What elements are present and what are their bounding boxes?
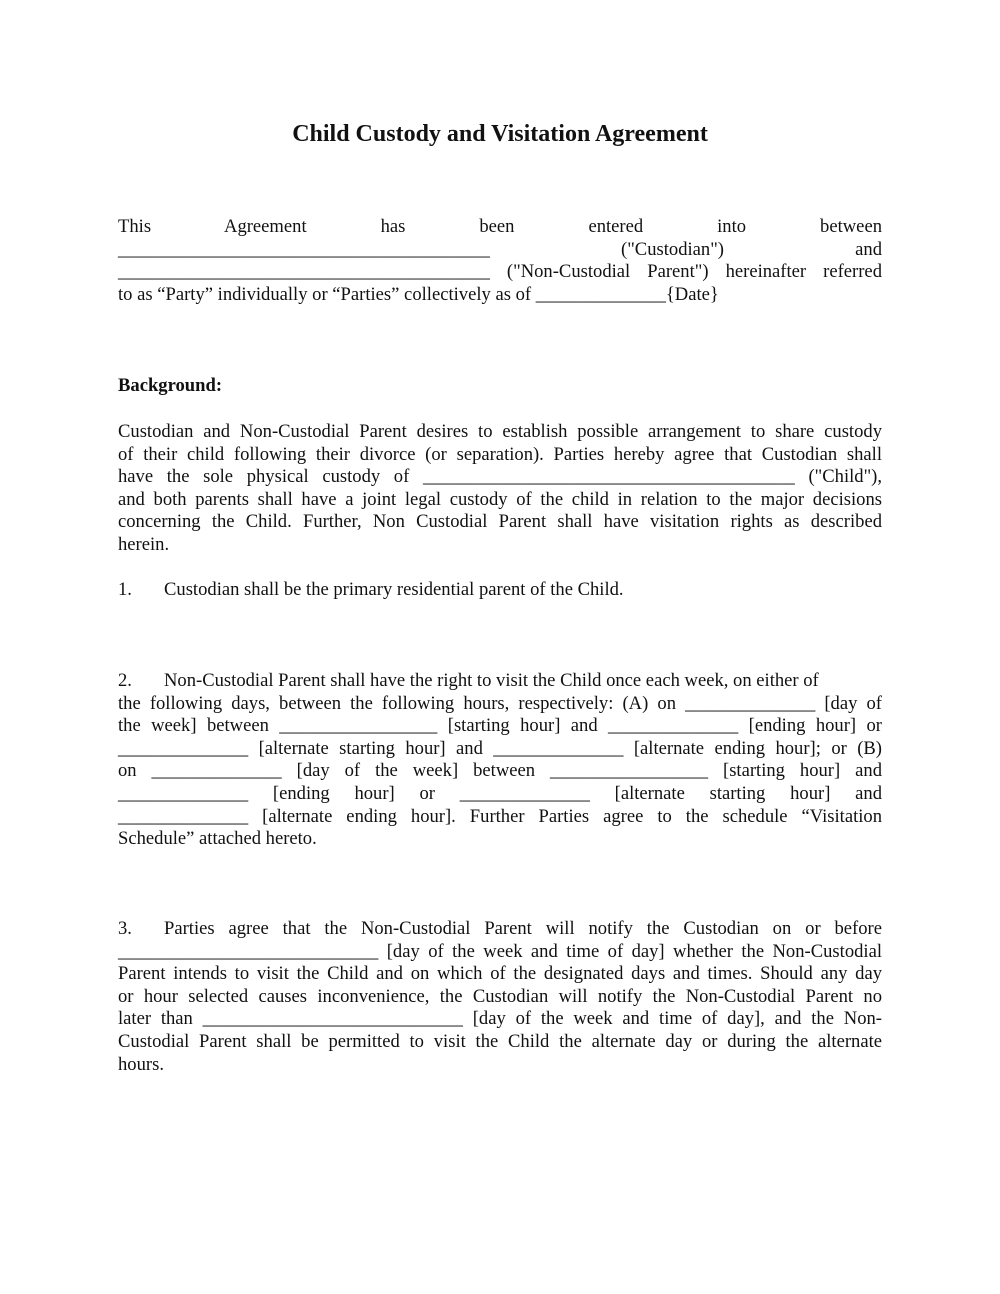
clause-2-line: ______________ [alternate ending hour]. Further Parties agree to the schedule “Visitation — [118, 805, 882, 827]
clause-3-first-line — [118, 918, 882, 941]
background-line: Custodian and Non-Custodial Parent desires to establish possible arrangement to share custody — [118, 421, 882, 442]
intro-line: to as “Party” individually or “Parties” collectively as of ______________{Date} — [118, 283, 719, 305]
background-heading: Background: — [118, 375, 223, 396]
clause-3-line: Parent intends to visit the Child and on which of the designated days and times. Should any day — [118, 963, 882, 985]
intro-line: ________________________________________ ("Non-Custodial Parent") hereinafter referred — [118, 261, 882, 283]
clause-2-line: the following days, between the following hours, respectively: (A) on ______________ [day of — [118, 692, 882, 714]
clause-2-first-line — [118, 670, 882, 693]
background-line: and both parents shall have a joint legal custody of the child in relation to the major decisions — [118, 488, 882, 510]
intro-line: ________________________________________ ("Custodian") and — [118, 238, 882, 260]
clause-2-line: the week] between _________________ [starting hour] and ______________ [ending hour] or — [118, 715, 882, 737]
clause-3-line: Custodial Parent shall be permitted to visit the Child the alternate day or during the alternate — [118, 1030, 882, 1052]
clause-1 — [118, 579, 882, 602]
background-line: concerning the Child. Further, Non Custodial Parent shall have visitation rights as described — [118, 511, 882, 533]
clause-1-line — [118, 579, 882, 602]
clause-3-line: or hour selected causes inconvenience, the Custodian will notify the Non-Custodial Parent no — [118, 985, 882, 1007]
document-title: Child Custody and Visitation Agreement — [292, 121, 708, 147]
background-paragraph — [118, 421, 882, 557]
clause-2-line: ______________ [alternate starting hour] and ______________ [alternate ending hour]; or (B) — [118, 737, 882, 759]
clause-2 — [118, 670, 882, 851]
background-line: have the sole physical custody of ________________________________________ ("Child"), — [118, 466, 882, 488]
clause-text: Non-Custodial Parent shall have the right to visit the Child once each week, on either of — [164, 670, 819, 691]
intro-paragraph — [118, 216, 882, 306]
clause-2-line: Schedule” attached hereto. — [118, 828, 317, 850]
clause-3-line: hours. — [118, 1053, 164, 1075]
clause-number: 3. — [118, 918, 132, 939]
clause-3 — [118, 918, 882, 1076]
background-line: of their child following their divorce (or separation). Parties hereby agree that Custodian shall — [118, 443, 882, 465]
clause-2-line: ______________ [ending hour] or ______________ [alternate starting hour] and — [118, 782, 882, 804]
clause-3-line: ____________________________ [day of the week and time of day] whether the Non-Custodial — [118, 940, 882, 962]
clause-3-line: later than ____________________________ [day of the week and time of day], and the Non- — [118, 1008, 882, 1030]
background-line: herein. — [118, 533, 170, 555]
clause-text: Parties agree that the Non-Custodial Parent will notify the Custodian on or before — [164, 918, 882, 939]
clause-text: Custodian shall be the primary residential parent of the Child. — [164, 579, 624, 600]
clause-2-line: on ______________ [day of the week] between _________________ [starting hour] and — [118, 760, 882, 782]
intro-line: This Agreement has been entered into between — [118, 216, 882, 237]
clause-number: 1. — [118, 579, 132, 600]
clause-number: 2. — [118, 670, 132, 691]
